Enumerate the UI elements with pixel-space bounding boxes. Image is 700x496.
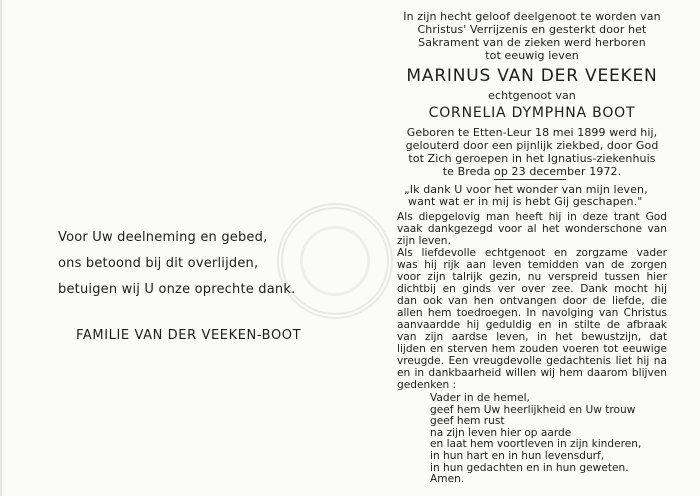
thanks-line: Voor Uw deelneming en gebed, bbox=[58, 230, 268, 245]
watermark-seal-center bbox=[300, 226, 370, 296]
intro-line: tot eeuwig leven bbox=[485, 49, 579, 62]
birth-line: gelouterd door een pijnlijk ziekbed, door God bbox=[405, 139, 659, 152]
paragraph-line: lijden en sterven hem zouden voeren tot eeuwige bbox=[397, 343, 667, 355]
divider bbox=[494, 179, 566, 180]
paragraph-line: vaak dankgezegd voor al het wonderschone van bbox=[397, 223, 667, 235]
poem-line: in hun gedachten en in hun geweten. bbox=[430, 461, 629, 474]
paragraph-line: dichtbij en ginds ver over zee. Dank mocht hij bbox=[397, 283, 667, 295]
intro-line: Christus' Verrijzenis en gesterkt door het bbox=[417, 23, 647, 36]
paragraph-line: van zijn aardse leven, in het bewustzijn, dat bbox=[397, 331, 667, 343]
poem-line: geef hem rust bbox=[430, 415, 505, 428]
paragraph-line: allen hem toedroegen. In navolging van Christus bbox=[397, 307, 667, 319]
spouse-label: echtgenoot van bbox=[488, 89, 576, 102]
paragraph-line: Als diepgelovig man heeft hij in deze trant God bbox=[397, 211, 667, 223]
thanks-line: ons betoond bij dit overlijden, bbox=[58, 256, 259, 271]
intro-text bbox=[394, 10, 670, 62]
poem-line: Amen. bbox=[430, 473, 465, 486]
biography-paragraph bbox=[397, 211, 667, 391]
paragraph-line: Als liefdevolle echtgenoot en zorgzame vader bbox=[397, 247, 667, 259]
paragraph-line: voor zijn talrijk gezin, nu verspreid tussen hier bbox=[397, 271, 667, 283]
thanks-line: betuigen wij U onze oprechte dank. bbox=[58, 282, 296, 297]
paragraph-line: was hij rijk aan leven temidden van de zorgen bbox=[397, 259, 667, 271]
paragraph-line: aanvaardde hij geduldig en in stilte de afbraak bbox=[397, 319, 667, 331]
paragraph-line: dan ook van hen ontvangen door de liefde, die bbox=[397, 295, 667, 307]
intro-line: In zijn hecht geloof deelgenoot te worden van bbox=[403, 10, 661, 23]
page-edge bbox=[0, 0, 2, 496]
spouse-name: CORNELIA DYMPHNA BOOT bbox=[428, 105, 636, 121]
poem-line: na zijn leven hier op aarde bbox=[430, 426, 572, 439]
poem-line: geef hem Uw heerlijkheid en Uw trouw bbox=[430, 403, 636, 416]
paragraph-line: en in dankbaarheid willen wij hem daarom blijven bbox=[397, 367, 667, 379]
birth-line: te Breda op 23 december 1972. bbox=[442, 165, 622, 178]
paragraph-line: zijn leven. bbox=[397, 235, 451, 247]
birth-line: Geboren te Etten-Leur 18 mei 1899 werd hij, bbox=[406, 126, 658, 139]
intro-line: Sakrament van de zieken werd herboren bbox=[418, 36, 646, 49]
birth-death-text bbox=[394, 126, 670, 178]
quote bbox=[404, 184, 666, 208]
birth-line: tot Zich geroepen in het Ignatius-ziekenhuis bbox=[408, 152, 656, 165]
quote-line: want wat er in mij is hebt Gij geschapen." bbox=[408, 195, 643, 208]
family-signature: FAMILIE VAN DER VEEKEN-BOOT bbox=[76, 328, 302, 343]
poem-line: en laat hem voortleven in zijn kinderen, bbox=[430, 438, 642, 451]
paragraph-line: vreugde. Een vreugdevolle gedachtenis liet hij na bbox=[397, 355, 667, 367]
quote-line: „Ik dank U voor het wonder van mijn leven, bbox=[404, 183, 648, 196]
paragraph-line: gedenken : bbox=[397, 379, 457, 391]
poem-line: in hun hart en in hun levensdurf, bbox=[430, 449, 605, 462]
prayer-poem bbox=[430, 393, 641, 486]
deceased-name: MARINUS VAN DER VEEKEN bbox=[406, 66, 658, 86]
poem-line: Vader in de hemel, bbox=[430, 392, 530, 404]
